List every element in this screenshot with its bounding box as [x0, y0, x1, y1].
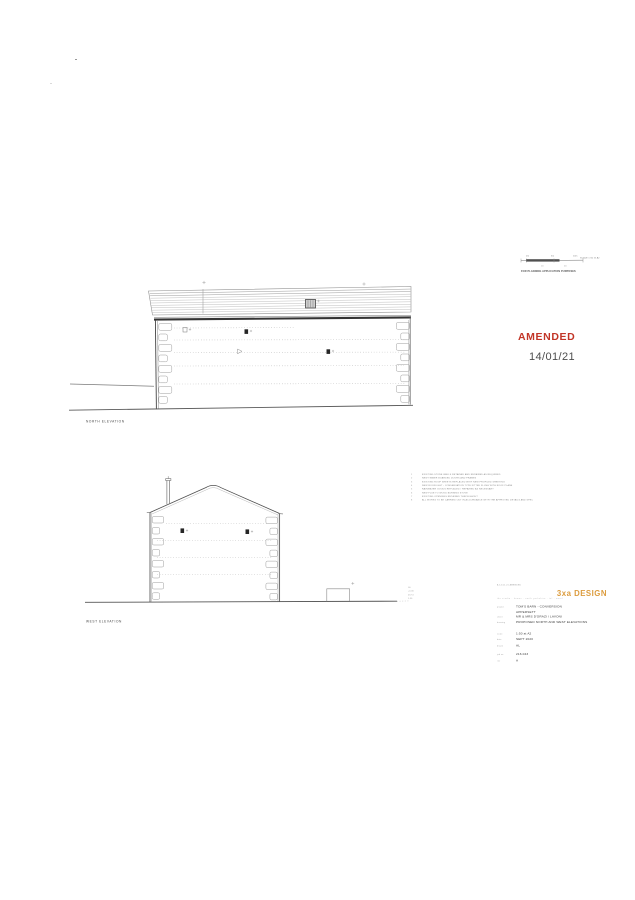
title-row-label: job no	[496, 653, 503, 656]
note-number: 6	[410, 491, 412, 494]
west-elevation-label: WEST ELEVATION	[86, 619, 122, 623]
note-text: EXISTING STONE WALLS RETAINED AND REPAIRED AS REQUIRED	[421, 472, 500, 476]
north-elevation-drawing	[69, 281, 413, 410]
level-annotations	[408, 586, 414, 601]
amended-date: 14/01/21	[529, 351, 576, 363]
title-row-label: drawn	[496, 645, 503, 648]
title-row-value: APPERSETT	[515, 610, 536, 614]
title-row-value: 216.043	[515, 652, 528, 656]
note-text: EXISTING OPENINGS RETAINED THROUGHOUT	[421, 494, 478, 498]
note-item	[411, 491, 533, 495]
note-number: 3	[410, 480, 412, 483]
scan-speck	[50, 83, 52, 84]
title-row-label: project	[496, 606, 504, 609]
scale-bar-label-5m: 5m	[551, 254, 555, 257]
title-row-value: MR & MRS D'ORAZI / LAVONI	[515, 614, 562, 619]
title-row-label: drawing	[496, 621, 505, 624]
note-item	[411, 476, 533, 480]
title-block-row	[497, 658, 617, 664]
title-row-value: TOM'S BARN - CONVERSION	[515, 604, 562, 609]
title-block-rows	[497, 604, 617, 664]
title-row-value: A	[515, 658, 518, 663]
title-row-label: date	[496, 638, 502, 641]
note-number: 2	[410, 476, 412, 479]
level-annotation: 1:50	[407, 597, 412, 600]
note-item	[411, 498, 533, 502]
title-row-value: AL	[515, 643, 520, 648]
note-number: 7	[410, 494, 412, 498]
notes-list	[411, 473, 533, 502]
title-row-value: PROPOSED NORTH AND WEST ELEVATIONS	[515, 620, 587, 624]
note-item	[411, 480, 533, 484]
title-block-row	[497, 652, 617, 658]
note-item	[411, 494, 533, 498]
west-elevation-drawing	[85, 476, 410, 602]
title-block-row	[497, 620, 617, 626]
scale-bar-sublabel-2: 2m	[563, 264, 567, 267]
level-annotation: GL	[407, 586, 411, 589]
level-annotation: +0.00	[407, 590, 414, 593]
title-row-value: SEPT 2020	[515, 637, 533, 641]
amended-stamp: AMENDED	[518, 331, 576, 343]
note-text: EXISTING ROOF SHEETS REPLACED WITH NEW PROFILED SHEETING	[421, 480, 505, 483]
title-row-label: scale	[496, 633, 503, 636]
note-item	[411, 487, 533, 491]
level-annotation: 257.3	[407, 593, 414, 596]
title-block-row	[497, 637, 617, 643]
revision-line: A 14.01.21 AMENDED	[496, 583, 521, 586]
note-text: RAINWATER GOODS REPLACED / REPAIRED AS NECESSARY	[421, 487, 494, 490]
note-item	[411, 483, 533, 487]
title-row-value: 1:50 at A2	[515, 631, 531, 636]
note-text: NEW FLUE TO WOOD BURNING STOVE	[421, 491, 468, 494]
north-elevation-label: NORTH ELEVATION	[86, 419, 125, 423]
note-number: 5	[410, 487, 412, 490]
scale-bar-label-10m: 10m	[572, 254, 577, 257]
note-number: 8	[410, 498, 412, 501]
note-number: 1	[410, 472, 412, 476]
scale-text: SCALE 1:50 @ A2	[580, 257, 600, 260]
scale-bar-label-0m: 0m	[525, 254, 529, 257]
note-text: ALL WORKS TO BE CARRIED OUT IN ACCORDANCE WITH THE APPROVED DETAILS AND SPEC	[421, 498, 533, 501]
title-block-row	[497, 643, 617, 649]
note-item	[411, 473, 533, 477]
purpose-text: FOR PLANNING APPLICATION PURPOSES	[520, 270, 576, 274]
contact-line: the studio · hawes · north yorkshire · tel · email	[496, 597, 563, 600]
company-logo: 3xa DESIGN	[556, 588, 607, 598]
title-row-label: rev	[496, 660, 500, 663]
note-text: NEW ROOFLIGHT - CONSERVATION TYPE FITTED FLUSH WITH ROOF PLANE	[421, 483, 512, 487]
note-text: NEW TIMBER BOARDED DOORS AND FRAMES	[421, 476, 476, 479]
title-row-label: client	[496, 616, 503, 619]
scale-bar-sublabel-1: 1m	[541, 264, 544, 267]
note-number: 4	[410, 483, 412, 487]
scale-bar-drawing	[521, 259, 583, 263]
